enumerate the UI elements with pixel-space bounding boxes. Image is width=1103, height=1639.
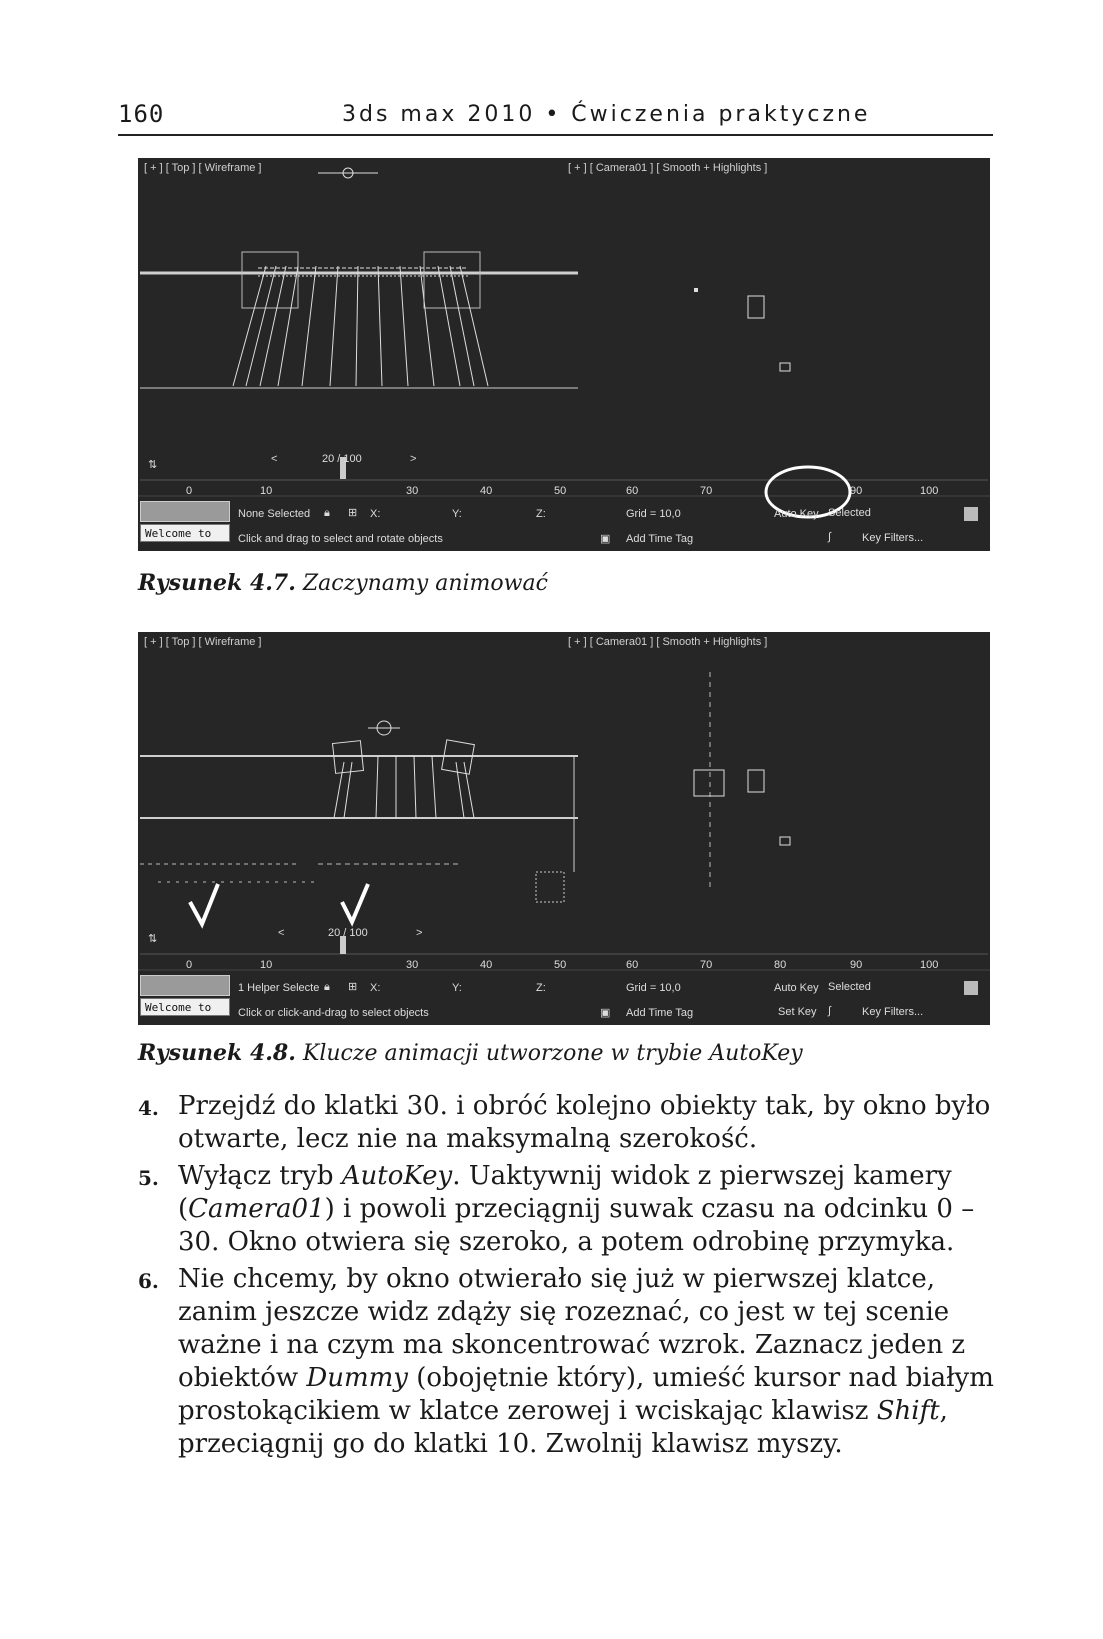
- step-emphasis: Dummy: [306, 1363, 408, 1393]
- y-coordinate-label[interactable]: Y:: [452, 508, 462, 520]
- step-emphasis: AutoKey: [341, 1161, 453, 1191]
- maxscript-listener[interactable]: [140, 975, 230, 996]
- figure-4-8-screenshot: [138, 632, 990, 1025]
- key-tangent-icon[interactable]: ∫: [828, 531, 832, 543]
- timeline-tick: 60: [626, 959, 639, 971]
- selection-status: 1 Helper Selecte: [238, 982, 320, 994]
- timeline-tick: 80: [774, 959, 787, 971]
- prev-frame-button[interactable]: <: [271, 453, 278, 465]
- step-text: ) i powoli przeciągnij suwak czasu na odcinku 0 – 30. Okno otwiera się szeroko, a potem odrobinę przymyka.: [178, 1194, 975, 1257]
- key-mode-selected[interactable]: Selected: [828, 507, 871, 519]
- right-viewport-label[interactable]: [ + ] [ Camera01 ] [ Smooth + Highlights ]: [568, 636, 768, 648]
- time-tag-icon[interactable]: ▣: [600, 533, 611, 545]
- timeline-tick: 70: [700, 959, 713, 971]
- caption-label: Rysunek 4.7.: [138, 570, 296, 596]
- selection-status: None Selected: [238, 508, 311, 520]
- transform-mode-icon[interactable]: ⊞: [348, 981, 358, 993]
- z-coordinate-label[interactable]: Z:: [536, 508, 546, 520]
- instruction-steps: [138, 1090, 998, 1465]
- timeline-config-icon[interactable]: ⇅: [148, 459, 158, 471]
- lock-icon[interactable]: 🔒︎: [324, 507, 330, 519]
- step-emphasis: Camera01: [188, 1194, 325, 1224]
- set-key-button[interactable]: Set Key: [778, 1006, 817, 1018]
- timeline-tick: 0: [186, 485, 193, 497]
- step-text: , przeciągnij go do klatki 10. Zwolnij klawisz myszy.: [178, 1396, 948, 1459]
- left-viewport-label[interactable]: [ + ] [ Top ] [ Wireframe ]: [144, 636, 262, 648]
- timeline-tick: 100: [920, 959, 939, 971]
- next-frame-button[interactable]: >: [416, 927, 423, 939]
- left-viewport-label[interactable]: [ + ] [ Top ] [ Wireframe ]: [144, 162, 262, 174]
- step-text: Wyłącz tryb: [178, 1161, 342, 1191]
- timeline-tick: 90: [850, 485, 863, 497]
- timeline-tick: 40: [480, 959, 493, 971]
- step-text: (obojętnie który), umieść kursor nad białym prostokącikiem w klatce zerowej i wciskając klawisz: [178, 1363, 994, 1426]
- lock-icon[interactable]: 🔒︎: [324, 981, 330, 993]
- grid-status: Grid = 10,0: [626, 508, 681, 520]
- frame-counter: 20 / 100: [322, 453, 362, 465]
- timeline-tick: 0: [186, 959, 193, 971]
- timeline-tick: 90: [850, 959, 863, 971]
- timeline-tick: 10: [260, 485, 273, 497]
- step-emphasis: Shift: [876, 1396, 940, 1426]
- step-number: 6.: [138, 1269, 159, 1293]
- add-time-tag-button[interactable]: Add Time Tag: [626, 1007, 694, 1019]
- step-number: 5.: [138, 1166, 159, 1190]
- timeline-tick: 30: [406, 485, 419, 497]
- page-header: [118, 96, 993, 136]
- dropdown-arrow-icon[interactable]: [964, 981, 978, 995]
- step-number: 4.: [138, 1096, 159, 1120]
- step-text: Nie chcemy, by okno otwierało się już w pierwszej klatce, zanim jeszcze widz zdąży się rozeznać, co jest w tej scenie ważne i na czym ma skoncentrować wzrok. Zaznacz jeden z obiektów: [178, 1264, 966, 1393]
- caption-text: Zaczynamy animować: [302, 571, 548, 596]
- step-text: Przejdź do klatki 30. i obróć kolejno obiekty tak, by okno było otwarte, lecz nie na maksymalną szerokość.: [178, 1091, 991, 1154]
- timeline-tick: 100: [920, 485, 939, 497]
- x-coordinate-label[interactable]: X:: [370, 982, 381, 994]
- timeline-tick: 70: [700, 485, 713, 497]
- z-coordinate-label[interactable]: Z:: [536, 982, 546, 994]
- timeline-tick: 30: [406, 959, 419, 971]
- timeline-tick: 40: [480, 485, 493, 497]
- welcome-field[interactable]: Welcome to: [140, 524, 230, 542]
- step-4: [138, 1090, 998, 1156]
- grid-status: Grid = 10,0: [626, 982, 681, 994]
- timeline-tick: 50: [554, 959, 567, 971]
- caption-text: Klucze animacji utworzone w trybie AutoKey: [302, 1041, 803, 1066]
- caption-label: Rysunek 4.8.: [138, 1040, 296, 1066]
- timeline-tick: 10: [260, 959, 273, 971]
- maxscript-listener[interactable]: [140, 501, 230, 522]
- prompt-line: Click and drag to select and rotate objects: [238, 533, 443, 545]
- auto-key-button[interactable]: Auto Key: [774, 508, 819, 520]
- key-mode-selected[interactable]: Selected: [828, 981, 871, 993]
- auto-key-button[interactable]: Auto Key: [774, 982, 819, 994]
- page-number: 160: [118, 100, 165, 128]
- welcome-field[interactable]: Welcome to: [140, 998, 230, 1016]
- timeline-config-icon[interactable]: ⇅: [148, 933, 158, 945]
- figure-4-8-caption: [138, 1040, 803, 1066]
- key-tangent-icon[interactable]: ∫: [828, 1005, 832, 1017]
- transform-mode-icon[interactable]: ⊞: [348, 507, 358, 519]
- time-tag-icon[interactable]: ▣: [600, 1007, 611, 1019]
- step-text: . Uaktywnij widok z pierwszej kamery (: [178, 1161, 952, 1224]
- figure-4-7-screenshot: [138, 158, 990, 551]
- next-frame-button[interactable]: >: [410, 453, 417, 465]
- right-viewport-label[interactable]: [ + ] [ Camera01 ] [ Smooth + Highlights ]: [568, 162, 768, 174]
- step-6: [138, 1263, 998, 1461]
- running-head: 3ds max 2010 • Ćwiczenia praktyczne: [342, 102, 871, 127]
- prev-frame-button[interactable]: <: [278, 927, 285, 939]
- figure-4-7-caption: [138, 570, 548, 596]
- key-filters-button[interactable]: Key Filters...: [862, 1006, 924, 1018]
- x-coordinate-label[interactable]: X:: [370, 508, 381, 520]
- frame-counter: 20 / 100: [328, 927, 368, 939]
- key-filters-button[interactable]: Key Filters...: [862, 532, 924, 544]
- timeline-tick: 60: [626, 485, 639, 497]
- dropdown-arrow-icon[interactable]: [964, 507, 978, 521]
- y-coordinate-label[interactable]: Y:: [452, 982, 462, 994]
- prompt-line: Click or click-and-drag to select objects: [238, 1007, 429, 1019]
- timeline-tick: 50: [554, 485, 567, 497]
- step-5: [138, 1160, 998, 1259]
- add-time-tag-button[interactable]: Add Time Tag: [626, 533, 694, 545]
